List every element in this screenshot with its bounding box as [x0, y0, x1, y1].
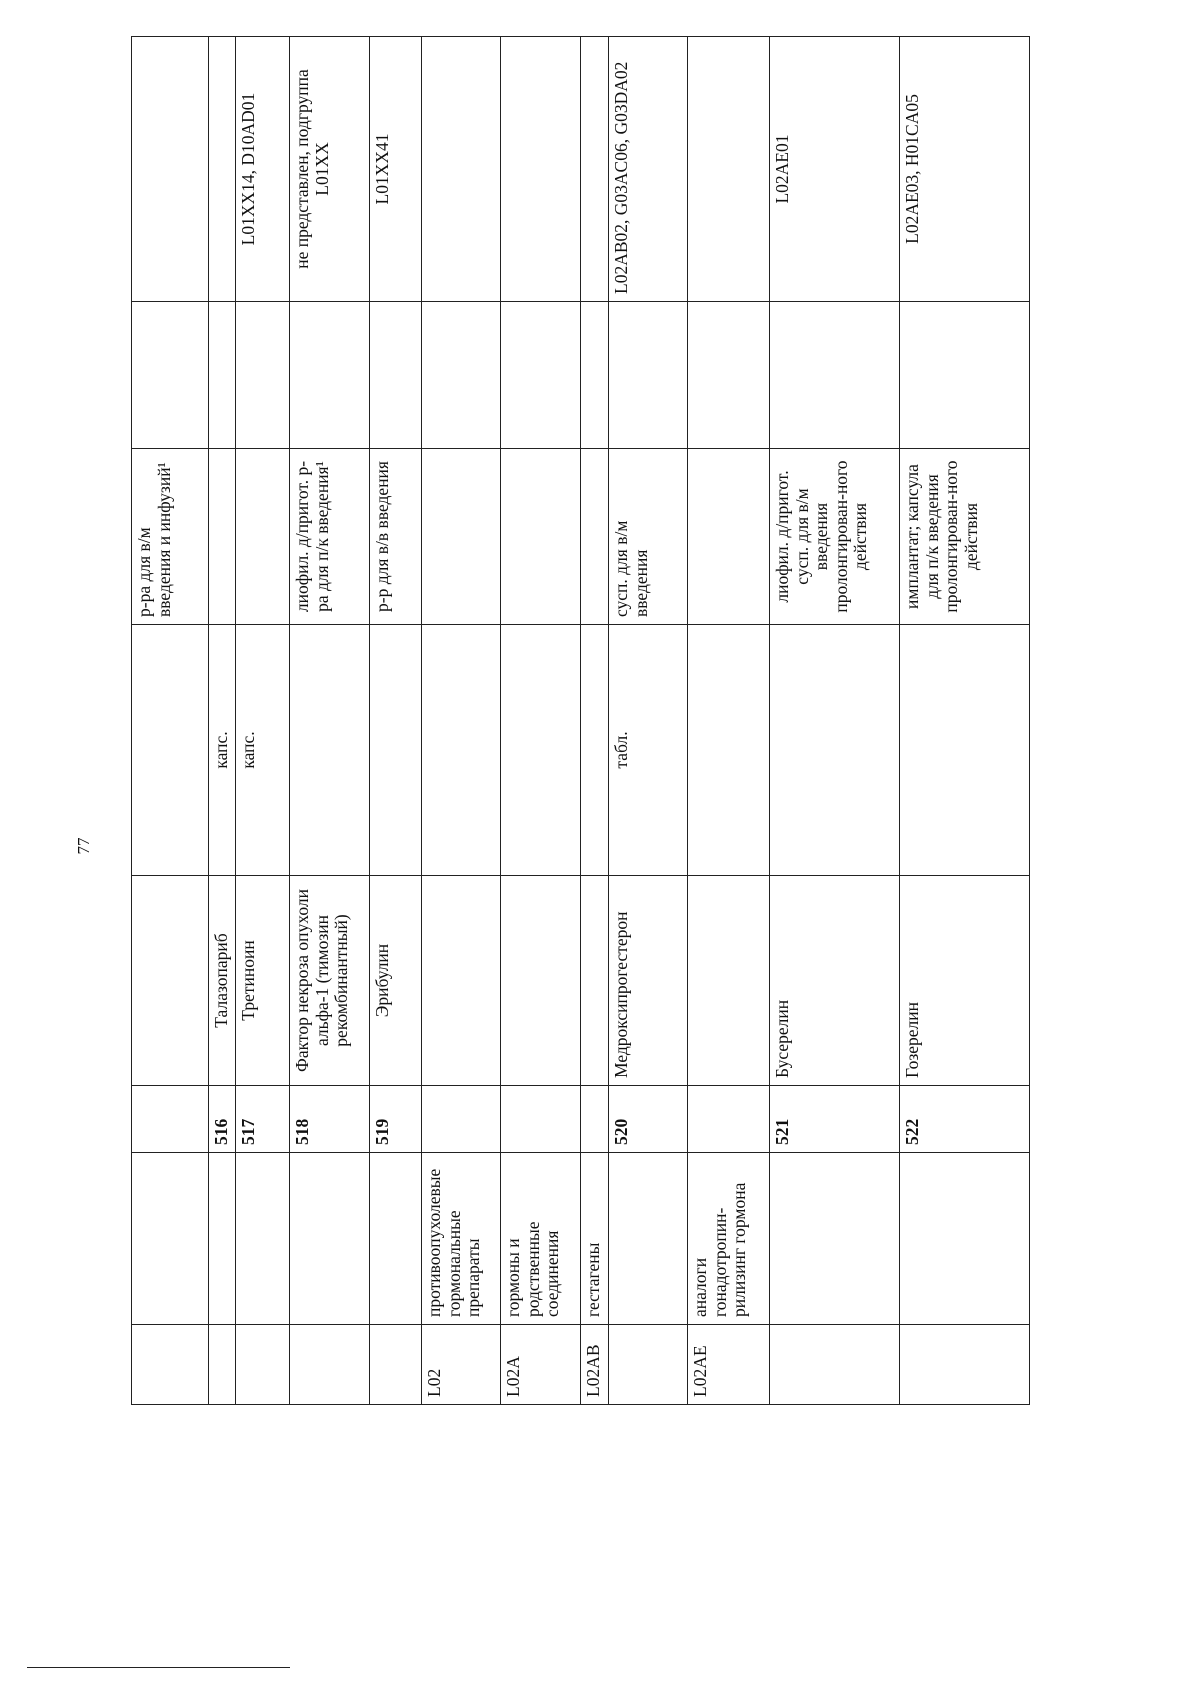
cell-form-injection [209, 449, 236, 625]
cell-form-injection: лиофил. д/пригот. р-ра для п/к введения¹ [290, 449, 370, 625]
cell-form-other [236, 302, 290, 449]
cell-form-oral [422, 625, 501, 876]
table-row [501, 37, 581, 1405]
cell-form-other [609, 302, 688, 449]
cell-group: противоопухолевые гормональные препараты [422, 1153, 501, 1325]
table-row [290, 37, 370, 1405]
cell-drug: Бусерелин [770, 876, 900, 1086]
cell-form-oral [370, 625, 422, 876]
cell-form-oral [581, 625, 609, 876]
cell-drug: Третиноин [236, 876, 290, 1086]
cell-number: 520 [609, 1086, 688, 1153]
cell-code [609, 1325, 688, 1405]
cell-number: 522 [900, 1086, 1030, 1153]
cell-code: L02AE [688, 1325, 770, 1405]
cell-form-oral: капс. [209, 625, 236, 876]
cell-form-oral: капс. [236, 625, 290, 876]
cell-atc: L02AE03, H01CA05 [900, 37, 1030, 302]
cell-code [132, 1325, 209, 1405]
cell-code [770, 1325, 900, 1405]
cell-form-injection: лиофил. д/пригот. сусп. для в/м введения пролонгирован-ного действия [770, 449, 900, 625]
cell-form-oral [688, 625, 770, 876]
cell-form-other [581, 302, 609, 449]
cell-group: гестагены [581, 1153, 609, 1325]
table-row [900, 37, 1030, 1405]
cell-atc [688, 37, 770, 302]
cell-group [900, 1153, 1030, 1325]
cell-form-other [370, 302, 422, 449]
cell-atc: L01XX41 [370, 37, 422, 302]
cell-form-other [770, 302, 900, 449]
cell-atc [132, 37, 209, 302]
cell-atc: L02AB02, G03AC06, G03DA02 [609, 37, 688, 302]
cell-form-injection: имплантат; капсула для п/к введения пролонгирован-ного действия [900, 449, 1030, 625]
cell-form-oral [132, 625, 209, 876]
cell-form-other [501, 302, 581, 449]
drug-table-rotated [131, 37, 1200, 1405]
cell-form-other [900, 302, 1030, 449]
cell-form-injection [501, 449, 581, 625]
table-row [581, 37, 609, 1405]
cell-atc: L02AE01 [770, 37, 900, 302]
cell-form-injection: р-р для в/в введения [370, 449, 422, 625]
cell-group [609, 1153, 688, 1325]
cell-atc: L01XX14, D10AD01 [236, 37, 290, 302]
cell-drug [688, 876, 770, 1086]
cell-number: 517 [236, 1086, 290, 1153]
cell-form-oral [290, 625, 370, 876]
cell-form-injection [236, 449, 290, 625]
cell-form-injection [688, 449, 770, 625]
cell-number: 518 [290, 1086, 370, 1153]
cell-group: гормоны и родственные соединения [501, 1153, 581, 1325]
cell-drug [132, 876, 209, 1086]
cell-number [132, 1086, 209, 1153]
cell-code: L02 [422, 1325, 501, 1405]
cell-drug: Талазопариб [209, 876, 236, 1086]
cell-form-injection [581, 449, 609, 625]
cell-form-other [290, 302, 370, 449]
cell-number [688, 1086, 770, 1153]
footnote-divider [27, 1667, 290, 1668]
cell-drug [501, 876, 581, 1086]
cell-group: аналоги гонадотропин-рилизинг гормона [688, 1153, 770, 1325]
cell-drug [422, 876, 501, 1086]
cell-code: L02AB [581, 1325, 609, 1405]
table-row [422, 37, 501, 1405]
cell-number: 521 [770, 1086, 900, 1153]
cell-group [370, 1153, 422, 1325]
page-number: 77 [74, 837, 93, 855]
cell-drug: Медроксипрогестерон [609, 876, 688, 1086]
cell-form-injection [422, 449, 501, 625]
table-row [236, 37, 290, 1405]
cell-atc [209, 37, 236, 302]
cell-number [422, 1086, 501, 1153]
cell-code [900, 1325, 1030, 1405]
cell-code [236, 1325, 290, 1405]
cell-form-oral [900, 625, 1030, 876]
cell-form-other [132, 302, 209, 449]
cell-form-oral [501, 625, 581, 876]
cell-form-oral: табл. [609, 625, 688, 876]
cell-drug: Фактор некроза опухоли альфа-1 (тимозин рекомбинантный) [290, 876, 370, 1086]
cell-code [370, 1325, 422, 1405]
cell-code [209, 1325, 236, 1405]
cell-number [581, 1086, 609, 1153]
table-row [770, 37, 900, 1405]
cell-drug: Эрибулин [370, 876, 422, 1086]
cell-drug: Гозерелин [900, 876, 1030, 1086]
cell-code: L02A [501, 1325, 581, 1405]
cell-form-oral [770, 625, 900, 876]
cell-atc [422, 37, 501, 302]
cell-form-other [688, 302, 770, 449]
cell-group [290, 1153, 370, 1325]
cell-atc: не представлен, подгруппа L01XX [290, 37, 370, 302]
cell-group [132, 1153, 209, 1325]
cell-atc [581, 37, 609, 302]
cell-form-other [422, 302, 501, 449]
drug-table [131, 36, 1030, 1405]
table-row [609, 37, 688, 1405]
cell-form-injection: р-ра для в/м введения и инфузий¹ [132, 449, 209, 625]
table-row [688, 37, 770, 1405]
table-body [132, 37, 1030, 1405]
table-row [370, 37, 422, 1405]
cell-code [290, 1325, 370, 1405]
cell-group [236, 1153, 290, 1325]
cell-form-injection: сусп. для в/м введения [609, 449, 688, 625]
cell-group [209, 1153, 236, 1325]
cell-number: 516 [209, 1086, 236, 1153]
cell-drug [581, 876, 609, 1086]
cell-number: 519 [370, 1086, 422, 1153]
table-row [209, 37, 236, 1405]
cell-atc [501, 37, 581, 302]
cell-number [501, 1086, 581, 1153]
table-row [132, 37, 209, 1405]
cell-form-other [209, 302, 236, 449]
cell-group [770, 1153, 900, 1325]
